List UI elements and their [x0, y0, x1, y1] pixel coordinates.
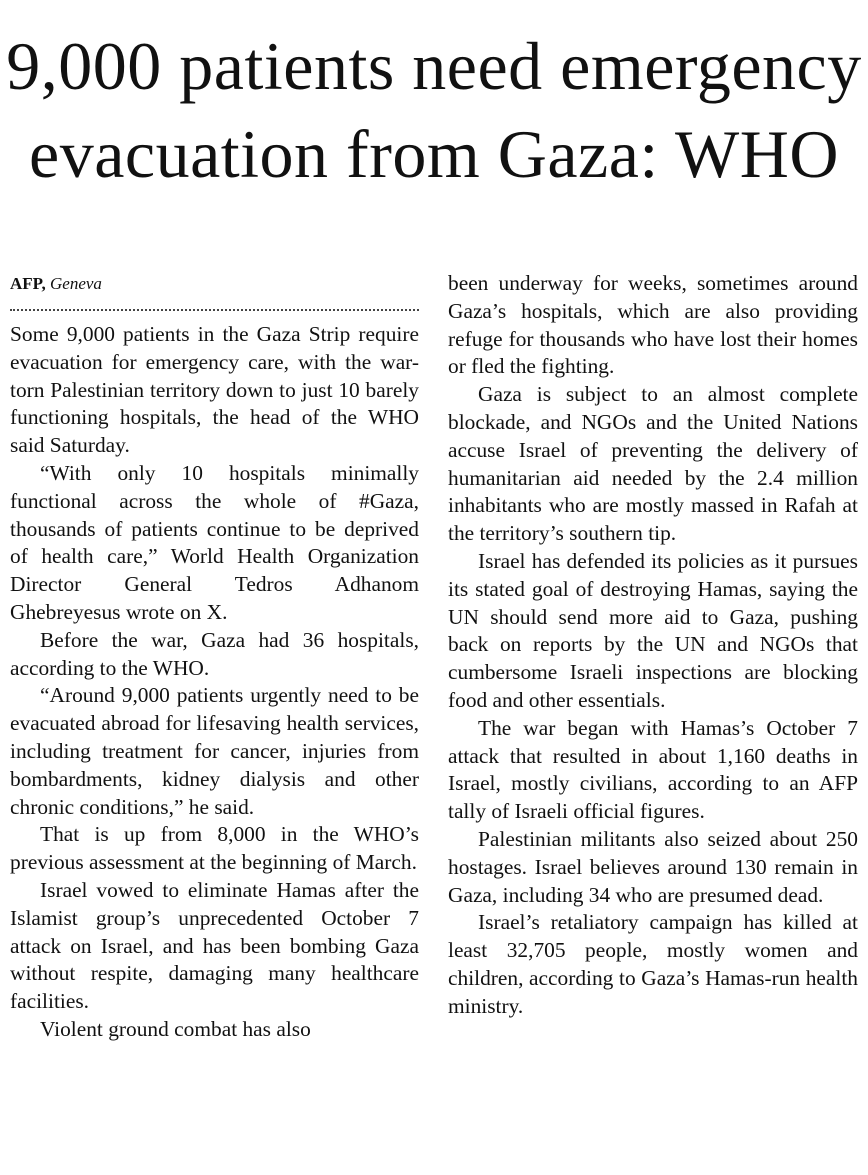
paragraph: Violent ground combat has also [40, 1016, 311, 1041]
paragraph: Before the war, Gaza had 36 hospitals, according to the WHO. [10, 627, 419, 680]
paragraph: “Around 9,000 patients urgently need to be evacuated abroad for lifesaving health services, including treatment for cancer, injuries from bombardments, kidney dialysis and other chronic conditions,” he said. [10, 683, 419, 819]
paragraph: That is up from 8,000 in the WHO’s previous assessment at the beginning of March. [10, 822, 419, 875]
paragraph: Some 9,000 patients in the Gaza Strip require evacuation for emergency care, with the war-torn Palestinian territory down to just 10 barely functioning hospitals, the head of the WHO said Saturday. [10, 322, 419, 458]
byline [10, 270, 419, 311]
paragraph: Gaza is subject to an almost complete blockade, and NGOs and the United Nations accuse Israel of preventing the delivery of humanitarian aid needed by the 2.4 million inhabitants who are mostly massed in Rafah at the territory’s southern tip. [448, 382, 858, 546]
paragraph-continuation: been underway for weeks, sometimes around Gaza’s hospitals, which are also providing refuge for thousands who have lost their homes or fled the fighting. [448, 271, 858, 379]
byline-location: Geneva [50, 274, 102, 293]
headline: 9,000 patients need emergency evacuation from Gaza: WHO [6, 28, 862, 192]
article-column-right [448, 270, 858, 1021]
paragraph: “With only 10 hospitals minimally functional across the whole of #Gaza, thousands of patients continue to be deprived of health care,” World Health Organization Director General Tedros Adhanom Ghebreyesus wrote on X. [10, 460, 419, 624]
paragraph: Palestinian militants also seized about 250 hostages. Israel believes around 130 remain in Gaza, including 34 who are presumed dead. [448, 826, 858, 907]
byline-agency: AFP, [10, 274, 46, 293]
paragraph: The war began with Hamas’s October 7 attack that resulted in about 1,160 deaths in Israel, mostly civilians, according to an AFP tally of Israeli official figures. [448, 715, 858, 824]
paragraph: Israel has defended its policies as it pursues its stated goal of destroying Hamas, saying the UN should send more aid to Gaza, pushing back on reports by the UN and NGOs that cumbersome Israeli inspections are blocking food and other essentials. [448, 548, 858, 712]
article-column-left [10, 270, 419, 1044]
paragraph: Israel’s retaliatory campaign has killed at least 32,705 people, mostly women and children, according to Gaza’s Hamas-run health ministry. [448, 910, 858, 1018]
paragraph: Israel vowed to eliminate Hamas after the Islamist group’s unprecedented October 7 attack on Israel, and has been bombing Gaza without respite, damaging many healthcare facilities. [10, 877, 419, 1014]
